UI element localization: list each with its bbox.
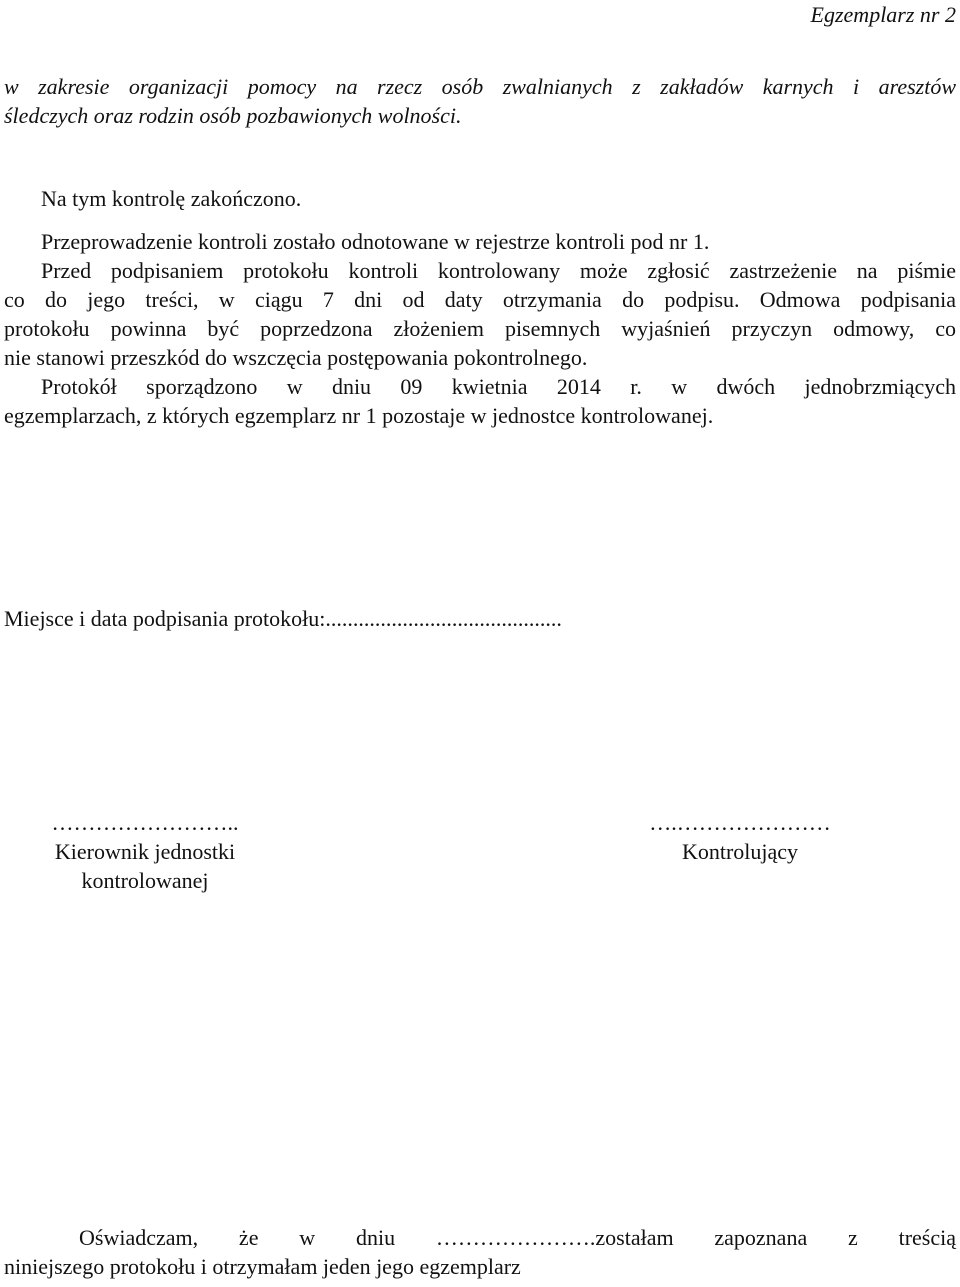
objection-paragraph-line-4: nie stanowi przeszkód do wszczęcia postępowania pokontrolnego. bbox=[4, 345, 588, 370]
scope-line-2: śledczych oraz rodzin osób pozbawionych wolności. bbox=[4, 103, 462, 128]
protocol-date-line-2: egzemplarzach, z których egzemplarz nr 1 pozostaje w jednostce kontrolowanej. bbox=[4, 403, 714, 428]
acknowledgement-line-2: niniejszego protokołu i otrzymałam jeden jego egzemplarz bbox=[4, 1254, 521, 1279]
register-statement: Przeprowadzenie kontroli zostało odnotowane w rejestrze kontroli pod nr 1. bbox=[41, 229, 710, 254]
signature-right-title: Kontrolujący bbox=[681, 839, 799, 864]
signature-right-dots: ….………………… bbox=[649, 810, 831, 835]
signature-left-title-1: Kierownik jednostki bbox=[54, 839, 236, 864]
copy-number-label: Egzemplarz nr 2 bbox=[810, 2, 956, 27]
objection-paragraph-line-1: Przed podpisaniem protokołu kontroli kontrolowany może zgłosić zastrzeżenie na piśmie bbox=[41, 258, 956, 283]
signature-left-dots: …………………….. bbox=[51, 810, 239, 835]
closing-statement: Na tym kontrolę zakończono. bbox=[41, 186, 302, 211]
signature-right bbox=[630, 808, 850, 866]
objection-paragraph-line-3: protokołu powinna być poprzedzona złożeniem pisemnych wyjaśnień przyczyn odmowy, co bbox=[4, 316, 956, 341]
acknowledgement-line-1: Oświadczam, że w dniu ………………….zostałam zapoznana z treścią bbox=[79, 1225, 956, 1250]
objection-paragraph-line-2: co do jego treści, w ciągu 7 dni od daty otrzymania do podpisu. Odmowa podpisania bbox=[4, 287, 956, 312]
signing-place-date: Miejsce i data podpisania protokołu:........................................... bbox=[4, 606, 562, 631]
signature-left bbox=[10, 808, 280, 895]
protocol-date-line-1: Protokół sporządzono w dniu 09 kwietnia 2014 r. w dwóch jednobrzmiących bbox=[41, 374, 956, 399]
scope-line-1: w zakresie organizacji pomocy na rzecz osób zwalnianych z zakładów karnych i aresztów bbox=[4, 74, 956, 99]
signature-left-title-2: kontrolowanej bbox=[81, 868, 209, 893]
